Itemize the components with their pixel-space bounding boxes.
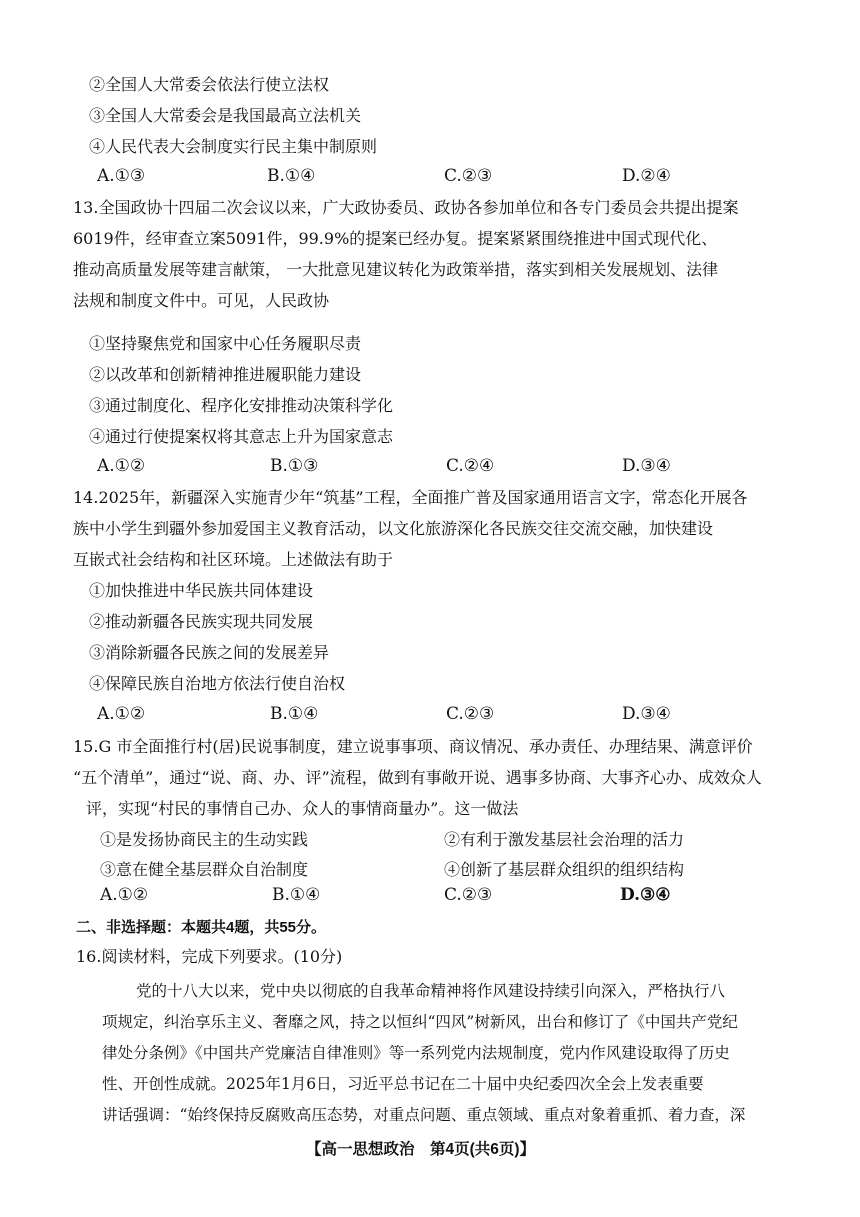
q16-material-line-1: 党的十八大以来，党中央以彻底的自我革命精神将作风建设持续引向深入，严格执行八 bbox=[136, 982, 726, 1000]
q14-stem-line-1: 14.2025年，新疆深入实施青少年“筑基”工程，全面推广普及国家通用语言文字，常态化开展各 bbox=[73, 488, 748, 507]
section-2-heading: 二、非选择题：本题共4题，共55分。 bbox=[76, 919, 327, 936]
q14-option-c: C.②③ bbox=[446, 704, 495, 724]
q14-stem-line-2: 族中小学生到疆外参加爱国主义教育活动，以文化旅游深化各民族交往交流交融，加快建设 bbox=[73, 519, 714, 538]
q12-statement-4: ④人民代表大会制度实行民主集中制原则 bbox=[89, 137, 378, 156]
q14-option-d: D.③④ bbox=[622, 704, 671, 724]
q15-stem-line-3: 评，实现“村民的事情自己办、众人的事情商量办”。这一做法 bbox=[86, 799, 519, 818]
q13-stem-line-1: 13.全国政协十四届二次会议以来，广大政协委员、政协各参加单位和各专门委员会共提出提案 bbox=[73, 198, 739, 217]
q13-statement-4: ④通过行使提案权将其意志上升为国家意志 bbox=[89, 427, 394, 446]
q12-statement-3: ③全国人大常委会是我国最高立法机关 bbox=[89, 106, 362, 125]
q14-option-a: A.①② bbox=[97, 704, 146, 724]
q15-statement-2: ②有利于激发基层社会治理的活力 bbox=[444, 830, 685, 849]
q13-statement-3: ③通过制度化、程序化安排推动决策科学化 bbox=[89, 396, 394, 415]
q13-option-d: D.③④ bbox=[622, 456, 671, 476]
q16-heading: 16.阅读材料，完成下列要求。(10分) bbox=[76, 947, 343, 966]
q13-stem-line-4: 法规和制度文件中。可见，人民政协 bbox=[73, 291, 330, 310]
q15-statement-3: ③意在健全基层群众自治制度 bbox=[100, 860, 309, 879]
q14-statement-4: ④保障民族自治地方依法行使自治权 bbox=[89, 674, 346, 693]
q15-statement-1: ①是发扬协商民主的生动实践 bbox=[100, 830, 309, 849]
q12-statement-2: ②全国人大常委会依法行使立法权 bbox=[89, 75, 330, 94]
q14-stem-line-3: 互嵌式社会结构和社区环境。上述做法有助于 bbox=[73, 550, 394, 569]
q13-statement-1: ①坚持聚焦党和国家中心任务履职尽责 bbox=[89, 334, 362, 353]
q12-option-d: D.②④ bbox=[622, 166, 671, 186]
q16-material-line-2: 项规定，纠治享乐主义、奢靡之风，持之以恒纠“四风”树新风，出台和修订了《中国共产党纪 bbox=[102, 1013, 738, 1031]
q16-material-line-5: 讲话强调：“始终保持反腐败高压态势，对重点问题、重点领域、重点对象着重抓、着力查，深 bbox=[102, 1106, 746, 1124]
q15-option-a: A.①② bbox=[100, 885, 149, 905]
q14-option-b: B.①④ bbox=[270, 704, 319, 724]
q12-option-b: B.①④ bbox=[267, 166, 316, 186]
q13-stem-line-3: 推动高质量发展等建言献策， 一大批意见建议转化为政策举措，落实到相关发展规划、法律 bbox=[73, 260, 719, 279]
q15-option-d: D.③④ bbox=[620, 885, 671, 905]
page-footer: 【高一思想政治 第4页(共6页)】 bbox=[306, 1141, 536, 1158]
q16-material-line-4: 性、开创性成就。2025年1月6日，习近平总书记在二十届中央纪委四次全会上发表重要 bbox=[102, 1075, 704, 1093]
q13-option-a: A.①② bbox=[97, 456, 146, 476]
q14-statement-1: ①加快推进中华民族共同体建设 bbox=[89, 581, 314, 600]
q13-statement-2: ②以改革和创新精神推进履职能力建设 bbox=[89, 365, 362, 384]
q12-option-c: C.②③ bbox=[444, 166, 493, 186]
q15-stem-line-1: 15.G 市全面推行村(居)民说事制度，建立说事事项、商议情况、承办责任、办理结果、满意评价 bbox=[73, 737, 753, 756]
q16-material-line-3: 律处分条例》《中国共产党廉洁自律准则》等一系列党内法规制度，党内作风建设取得了历史 bbox=[102, 1044, 730, 1062]
q14-statement-2: ②推动新疆各民族实现共同发展 bbox=[89, 612, 314, 631]
q15-option-b: B.①④ bbox=[272, 885, 321, 905]
q15-option-c: C.②③ bbox=[444, 885, 493, 905]
q13-stem-line-2: 6019件，经审查立案5091件，99.9%的提案已经办复。提案紧紧围绕推进中国式现代化、 bbox=[73, 229, 718, 248]
q14-statement-3: ③消除新疆各民族之间的发展差异 bbox=[89, 643, 330, 662]
q13-option-c: C.②④ bbox=[446, 456, 495, 476]
q15-statement-4: ④创新了基层群众组织的组织结构 bbox=[444, 860, 685, 879]
q15-stem-line-2: “五个清单”，通过“说、商、办、评”流程，做到有事敞开说、遇事多协商、大事齐心办、成效众人 bbox=[73, 768, 762, 787]
q13-option-b: B.①③ bbox=[270, 456, 319, 476]
q12-option-a: A.①③ bbox=[97, 166, 146, 186]
